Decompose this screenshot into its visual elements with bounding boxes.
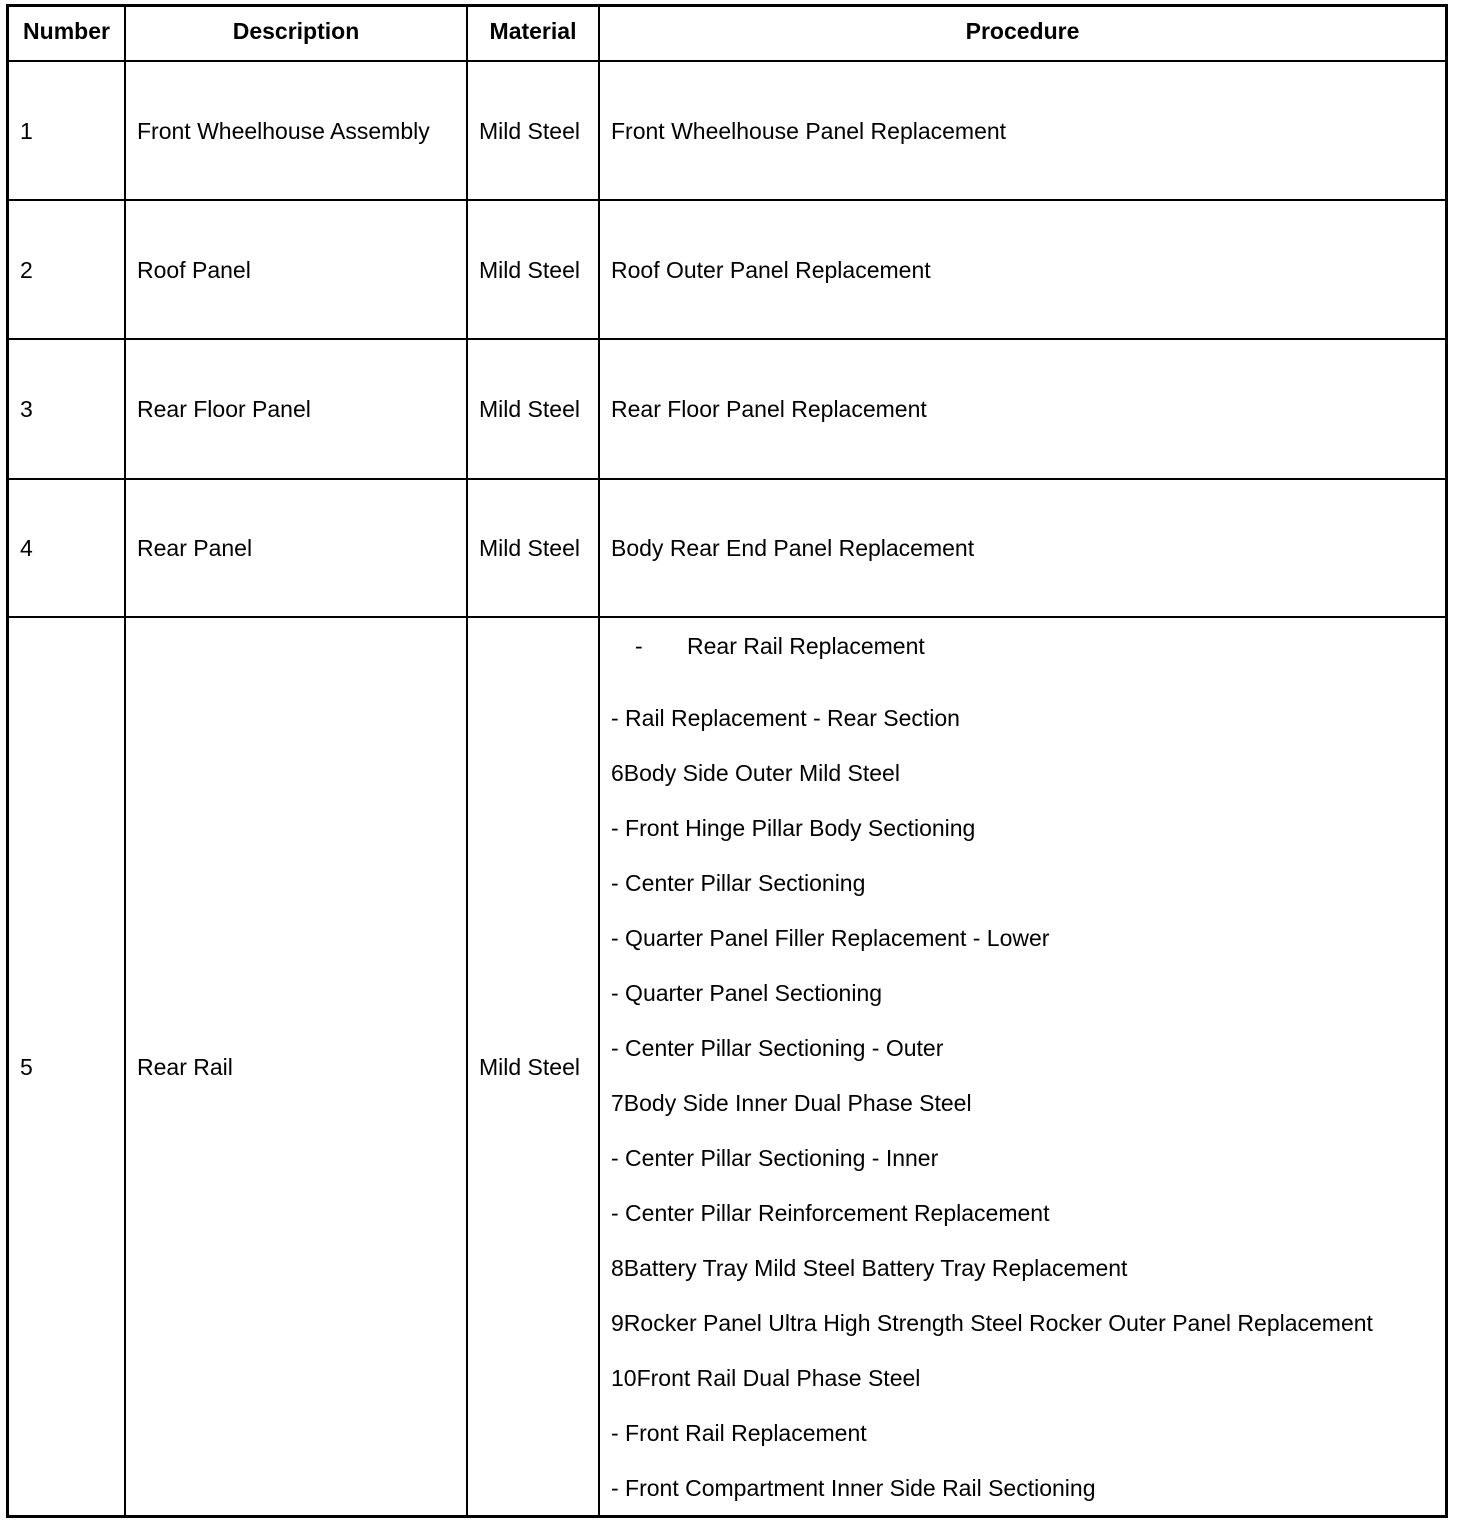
row-material-text: Mild Steel (479, 117, 580, 144)
procedure-line: 10Front Rail Dual Phase Steel (611, 1365, 921, 1391)
row-procedure-text: Front Wheelhouse Panel Replacement (611, 117, 1007, 144)
procedure-line: 9Rocker Panel Ultra High Strength Steel Rocker Outer Panel Replacement (611, 1310, 1373, 1336)
procedure-line: - Center Pillar Sectioning (611, 870, 866, 896)
row-material (468, 480, 600, 616)
row-material-text: Mild Steel (479, 1053, 580, 1080)
row-material (468, 618, 600, 1515)
row-description (126, 201, 468, 338)
procedure-line: - Rail Replacement - Rear Section (611, 705, 960, 731)
row-material-text: Mild Steel (479, 256, 580, 283)
row-number-text: 2 (20, 256, 33, 283)
procedure-line-text: Rear Rail Replacement (687, 633, 925, 659)
procedure-line: - Center Pillar Reinforcement Replacement (611, 1200, 1050, 1226)
row-procedure (600, 340, 1445, 478)
row-description (126, 62, 468, 199)
procedure-line: - Front Hinge Pillar Body Sectioning (611, 815, 976, 841)
row-material (468, 340, 600, 478)
procedure-line: - Center Pillar Sectioning - Inner (611, 1145, 939, 1171)
header-procedure: Procedure (965, 18, 1080, 44)
row-material (468, 201, 600, 338)
header-number: Number (9, 7, 126, 60)
row-material-text: Mild Steel (479, 535, 580, 561)
row-procedure-text: Roof Outer Panel Replacement (611, 256, 931, 283)
procedure-line (611, 632, 925, 660)
procedure-dash: - (635, 633, 643, 659)
row-description-text: Rear Floor Panel (137, 396, 311, 422)
procedure-line: - Quarter Panel Filler Replacement - Lower (611, 925, 1050, 951)
parts-table (6, 4, 1448, 1518)
table-row (9, 340, 1445, 480)
row-number (9, 480, 126, 616)
row-number-text: 5 (20, 1053, 33, 1080)
row-number-text: 1 (20, 117, 33, 144)
procedure-line: 7Body Side Inner Dual Phase Steel (611, 1090, 972, 1116)
header-description: Description (126, 7, 468, 60)
row-description (126, 340, 468, 478)
procedure-line: - Front Rail Replacement (611, 1420, 867, 1446)
row-number (9, 618, 126, 1515)
procedure-line: - Quarter Panel Sectioning (611, 980, 883, 1006)
row-description (126, 480, 468, 616)
table-row (9, 201, 1445, 340)
row-number (9, 201, 126, 338)
table-row (9, 62, 1445, 201)
row-material (468, 62, 600, 199)
procedure-line: 8Battery Tray Mild Steel Battery Tray Replacement (611, 1255, 1128, 1281)
row-material-text: Mild Steel (479, 396, 580, 422)
header-material: Material (468, 7, 600, 60)
row-description-text: Front Wheelhouse Assembly (137, 117, 430, 144)
table-row (9, 480, 1445, 618)
row-procedure (600, 201, 1445, 338)
table-header-row (9, 7, 1445, 62)
procedure-line: - Center Pillar Sectioning - Outer (611, 1035, 944, 1061)
row-procedure (600, 480, 1445, 616)
row-description-text: Rear Rail (137, 1053, 233, 1080)
table-row (9, 618, 1445, 1515)
row-description-text: Roof Panel (137, 256, 251, 283)
row-procedure-text: Rear Floor Panel Replacement (611, 396, 927, 422)
row-number-text: 3 (20, 396, 33, 422)
row-procedure-text: Body Rear End Panel Replacement (611, 535, 975, 561)
row-number (9, 62, 126, 199)
procedure-line: 6Body Side Outer Mild Steel (611, 760, 900, 786)
row-description (126, 618, 468, 1515)
procedure-line: - Front Compartment Inner Side Rail Sectioning (611, 1475, 1096, 1501)
row-procedure (600, 618, 1445, 1515)
row-description-text: Rear Panel (137, 535, 253, 561)
row-number (9, 340, 126, 478)
row-number-text: 4 (20, 535, 33, 561)
row-procedure (600, 62, 1445, 199)
